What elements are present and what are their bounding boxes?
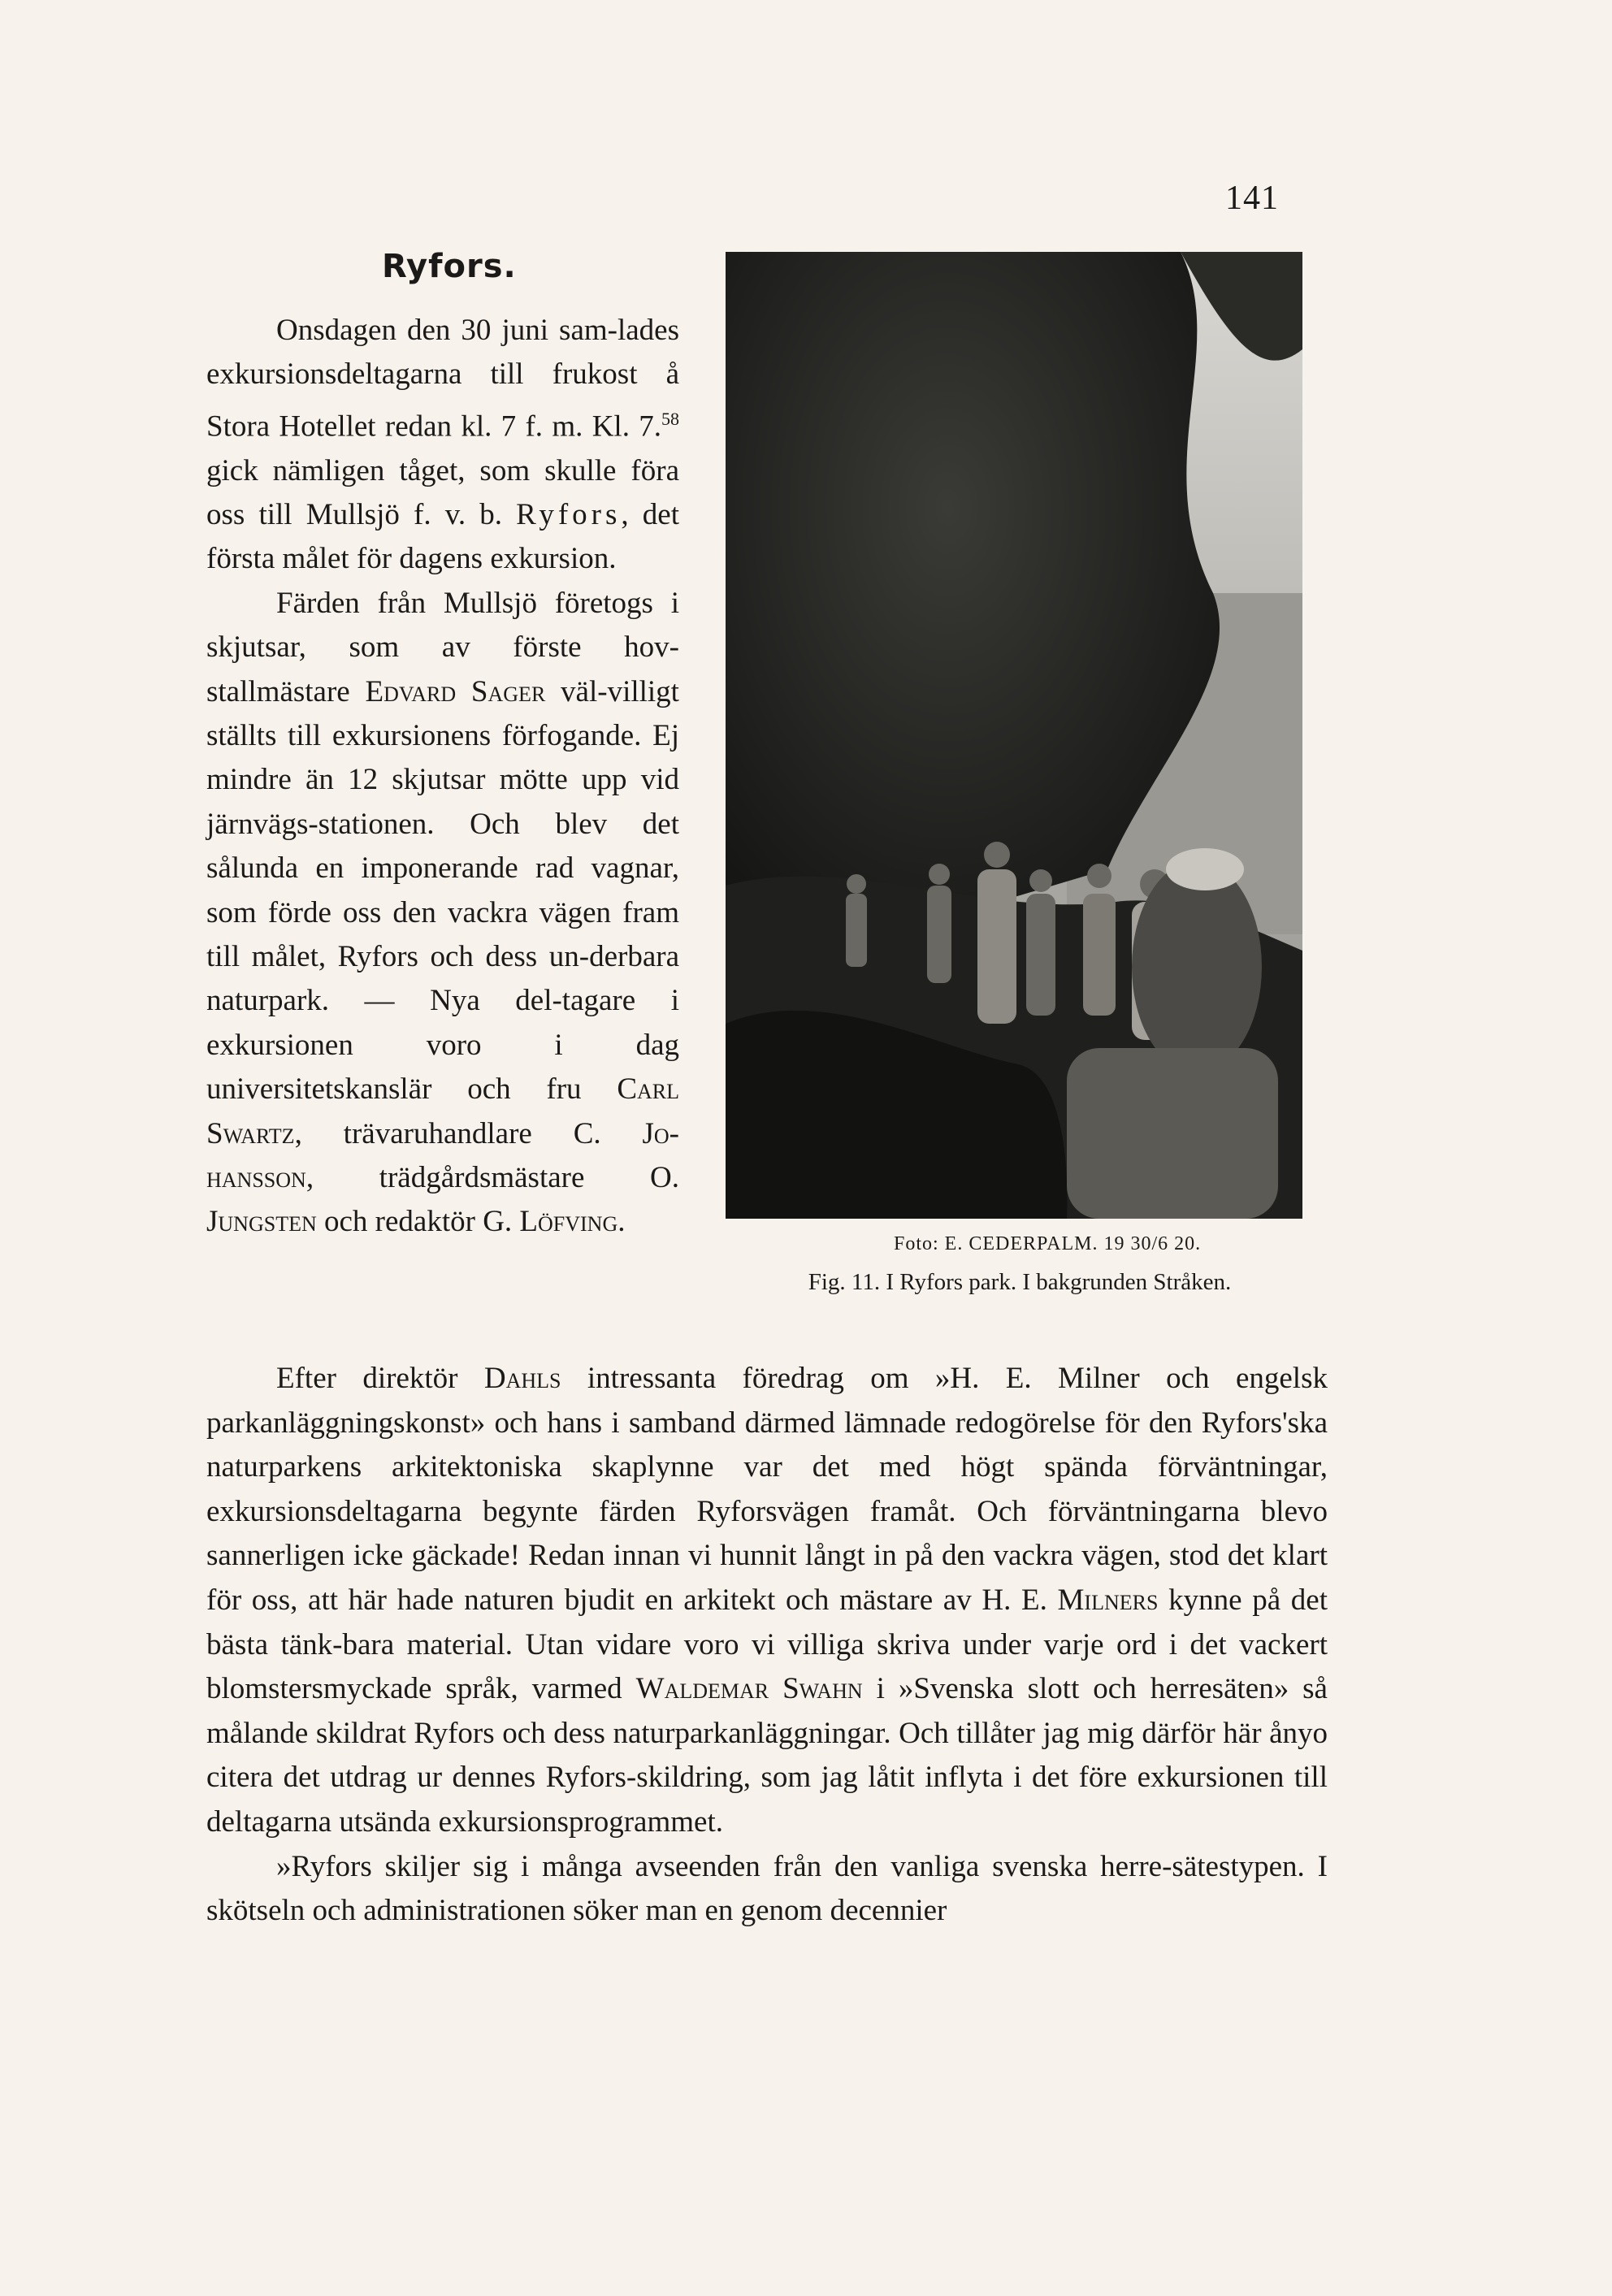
paragraph-3: Efter direktör Dahls intressanta föredrag om »H. E. Milner och engelsk parkanläggningskonst» och hans i samband därmed lämnade redogörelse för den Ryfors'ska naturparkens arkitektoniska skaplynne var det med högt spända förväntningar, exkursionsdeltagarna begynte färden Ryforsvägen framåt. Och förväntningarna blevo sannerligen icke gäckade! Redan innan vi hunnit långt in på den vackra vägen, stod det klart för oss, att här hade naturen bjudit en arkitekt och mästare av H. E. Milners kynne på det bästa tänk-bara material. Utan vidare voro vi villiga skriva under varje ord i det vackert blomstersmyckade språk, varmed Waldemar Swahn i »Svenska slott och herresäten» så målande skildrat Ryfors och dess naturparkanläggningar. Och tillåter jag mig därför här ånyo citera det utdrag ur dennes Ryfors-skildring, som jag låtit inflyta i det före exkursionen till deltagarna utsända exkursionsprogrammet.	[206, 1362, 1328, 1839]
left-text-column	[206, 309, 679, 1245]
section-title: Ryfors.	[382, 248, 517, 285]
paragraph-1: Onsdagen den 30 juni sam-lades exkursionsdeltagarna till frukost å Stora Hotellet redan kl. 7 f. m. Kl. 7.58 gick nämligen tåget, som skulle föra oss till Mullsjö f. v. b. Ryfors, det första målet för dagens exkursion.	[206, 314, 679, 576]
person-name: Waldemar Swahn	[635, 1672, 863, 1706]
person-name: Dahls	[483, 1362, 561, 1395]
park-scene-image	[726, 252, 1302, 1219]
full-width-text	[206, 1357, 1328, 1934]
page-number: 141	[1225, 180, 1279, 217]
person-name: G. Löfving	[483, 1205, 618, 1239]
person-name: Carl Swartz	[206, 1072, 679, 1150]
person-name: C. Jo-hansson	[206, 1116, 679, 1195]
figure-photograph	[726, 252, 1302, 1219]
person-name: H. E. Milners	[982, 1583, 1159, 1617]
person-name: O. Jungsten	[206, 1161, 679, 1239]
figure-caption: Fig. 11. I Ryfors park. I bakgrunden Stråken.	[808, 1269, 1232, 1295]
paragraph-4: »Ryfors skiljer sig i många avseenden från den vanliga svenska herre-sätestypen. I skötseln och administrationen söker man en genom decennier	[206, 1849, 1328, 1928]
paragraph-2: Färden från Mullsjö företogs i skjutsar, som av förste hov-stallmästare Edvard Sager väl-villigt ställts till exkursionens förfogande. Ej mindre än 12 skjutsar mötte upp vid järnvägs-stationen. Och blev det sålunda en imponerande rad vagnar, som förde oss den vackra vägen fram till målet, Ryfors och dess un-derbara naturpark. — Nya del-tagare i exkursionen voro i dag universitetskanslär och fru Carl Swartz, trävaruhandlare C. Jo-hansson, trädgårdsmästare O. Jungsten och redaktör G. Löfving.	[206, 586, 679, 1239]
hat	[1166, 848, 1244, 890]
person-name: Edvard Sager	[365, 674, 546, 708]
photo-credit: Foto: E. CEDERPALM. 19 30/6 20.	[894, 1233, 1202, 1254]
